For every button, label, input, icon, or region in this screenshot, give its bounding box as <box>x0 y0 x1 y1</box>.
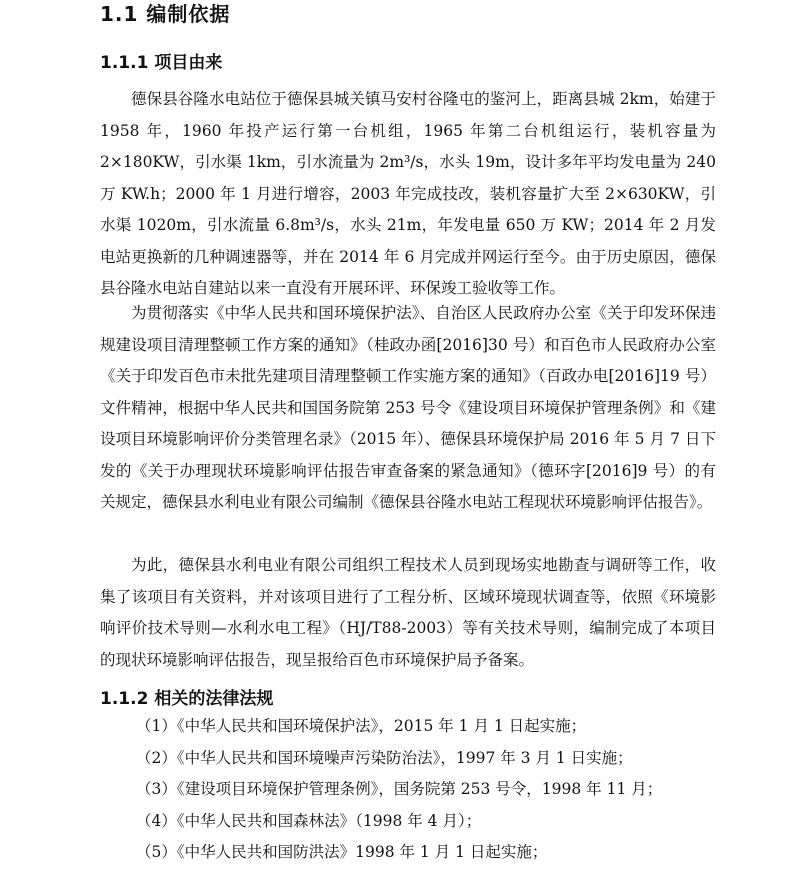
paragraph-project-background: 德保县谷隆水电站位于德保县城关镇马安村谷隆屯的鉴河上，距离县城 2km，始建于 1958 年，1960 年投产运行第一台机组，1965 年第二台机组运行，装机容量为 2×180KW，引水渠 1km，引水流量为 2m³/s，水头 19m，设计多年平均发电量为 240 万 KW.h；2000 年 1 月进行增容，2003 年完成技改，装机容量扩大至 2×630KW，引水渠 1020m，引水流量 6.8m³/s，水头 21m，年发电量 650 万 KW；2014 年 2 月发电站更换新的几种调速器等，并在 2014 年 6 月完成并网运行至今。由于历史原因，德保县谷隆水电站自建站以来一直没有开展环评、环保竣工验收等工作。 <box>100 90 716 297</box>
list-item: （2）《中华人民共和国环境噪声污染防治法》，1997 年 3 月 1 日实施； <box>136 748 633 767</box>
list-item: （3）《建设项目环境保护管理条例》，国务院第 253 号令，1998 年 11 月； <box>136 780 663 798</box>
list-item: （5）《中华人民共和国防洪法》1998 年 1 月 1 日起实施； <box>136 843 548 861</box>
section-heading: 1.1 编制依据 <box>100 2 231 26</box>
paragraph-policy-basis: 为贯彻落实《中华人民共和国环境保护法》、自治区人民政府办公室《关于印发环保违规建设项目清理整顿工作方案的通知》（桂政办函[2016]30 号）和百色市人民政府办公室《关于印发百色市未批先建项目清理整顿工作实施方案的通知》（百政办电[2016]19 号）文件精神，根据中华人民共和国国务院第 253 号令《建设项目环境保护管理条例》和《建设项目环境影响评价分类管理名录》（2015 年）、德保县环境保护局 2016 年 5 月 7 日下发的《关于办理现状环境影响评估报告审查备案的紧急通知》（德环字[2016]9 号）的有关规定，德保县水利电业有限公司编制《德保县谷隆水电站工程现状环境影响评估报告》。 <box>100 304 716 511</box>
list-item: （4）《中华人民共和国森林法》（1998 年 4 月）； <box>136 811 482 830</box>
subsection-heading-laws: 1.1.2 相关的法律法规 <box>100 689 274 709</box>
list-item: （1）《中华人民共和国环境保护法》，2015 年 1 月 1 日起实施； <box>136 717 587 735</box>
subsection-heading-project-origin: 1.1.1 项目由来 <box>100 53 223 73</box>
laws-list <box>136 711 662 869</box>
paragraph-report-preparation: 为此，德保县水利电业有限公司组织工程技术人员到现场实地勘查与调研等工作，收集了该项目有关资料，并对该项目进行了工程分析、区域环境现状调查等，依照《环境影响评价技术导则—水利水电工程》（HJ/T88-2003）等有关技术导则，编制完成了本项目的现状环境影响评估报告，现呈报给百色市环境保护局予备案。 <box>100 556 716 669</box>
